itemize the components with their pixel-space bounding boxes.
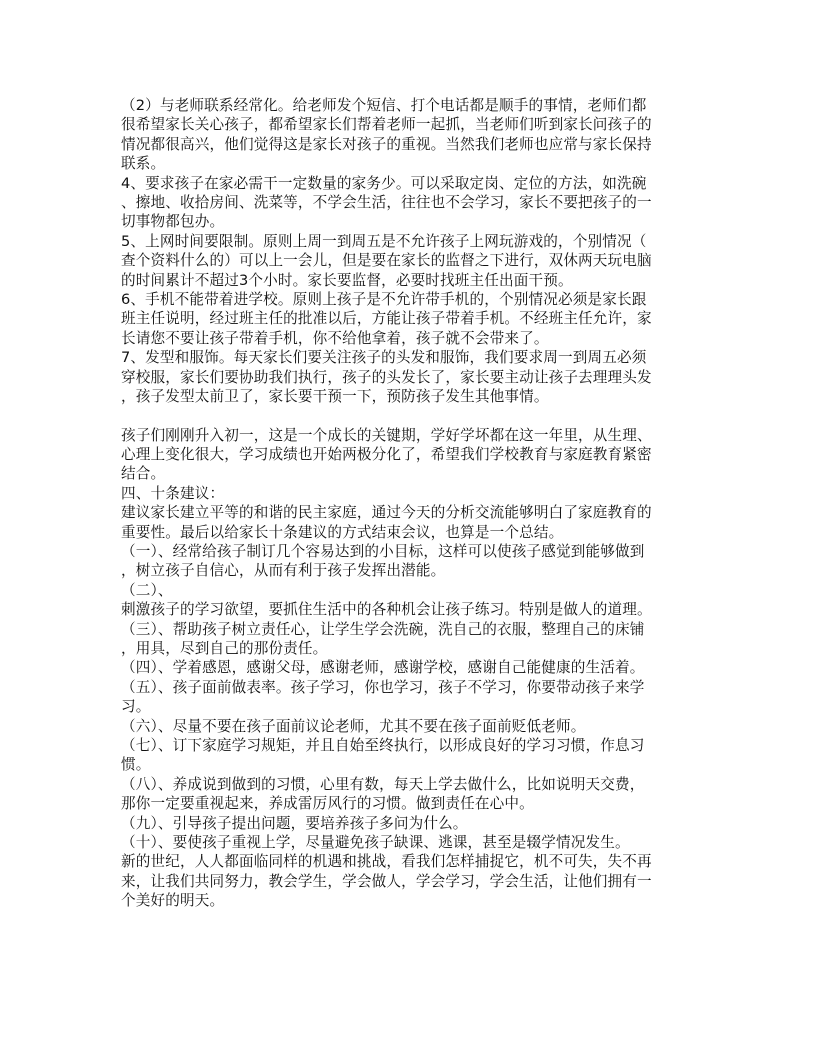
document-body: [121, 96, 706, 911]
text-line: （九）、引导孩子提出问题，要培养孩子多问为什么。: [121, 814, 468, 832]
text-line: 长请您不要让孩子带着手机，你不给他拿着，孩子就不会带来了。: [121, 329, 549, 347]
text-line: 联系。: [121, 155, 166, 173]
text-line: 心理上变化很大，学习成绩也开始两极分化了，希望我们学校教育与家庭教育紧密: [121, 445, 652, 463]
text-line: 查个资料什么的）可以上一会儿，但是要在家长的监督之下进行，双休两天玩电脑: [121, 252, 652, 270]
text-line: （十）、要使孩子重视上学，尽量避免孩子缺课、逃课，甚至是辍学情况发生。: [121, 834, 630, 852]
text-line: 6、手机不能带着进学校。原则上孩子是不允许带手机的，个别情况必须是家长跟: [121, 291, 647, 309]
text-line: 的时间累计不超过3个小时。家长要监督，必要时找班主任出面干预。: [121, 271, 573, 289]
text-line: 班主任说明，经过班主任的批准以后，方能让孩子带着手机。不经班主任允许，家: [121, 310, 652, 328]
text-line: 个美好的明天。: [121, 892, 225, 910]
text-line: ，用具，尽到自己的那份责任。: [121, 639, 328, 657]
text-line: 结合。: [121, 465, 166, 483]
text-line: 惯。: [121, 756, 151, 774]
text-line: ，树立孩子自信心，从而有利于孩子发挥出潜能。: [121, 562, 446, 580]
text-line: 5、上网时间要限制。原则上周一到周五是不允许孩子上网玩游戏的，个别情况（: [121, 232, 647, 250]
text-line: 很希望家长关心孩子，都希望家长们帮着老师一起抓，当老师们听到家长问孩子的: [121, 116, 652, 134]
text-line: ，孩子发型太前卫了，家长要干预一下，预防孩子发生其他事情。: [121, 388, 549, 406]
text-line: 切事物都包办。: [121, 213, 225, 231]
text-line: 习。: [121, 698, 151, 716]
text-line: 、擦地、收拾房间、洗菜等，不学会生活，往往也不会学习，家长不要把孩子的一: [121, 194, 652, 212]
text-line: （六）、尽量不要在孩子面前议论老师，尤其不要在孩子面前贬低老师。: [121, 717, 586, 735]
text-line: （二）、: [121, 581, 173, 599]
text-line: （五）、孩子面前做表率。孩子学习，你也学习，孩子不学习，你要带动孩子来学: [121, 678, 645, 696]
text-line: 那你一定要重视起来，养成雷厉风行的习惯。做到责任在心中。: [121, 795, 534, 813]
text-line: 重要性。最后以给家长十条建议的方式结束会议，也算是一个总结。: [121, 523, 564, 541]
text-line: 7、发型和服饰。每天家长们要关注孩子的头发和服饰，我们要求周一到周五必须: [121, 349, 647, 367]
text-line: 来，让我们共同努力，教会学生，学会做人，学会学习，学会生活，让他们拥有一: [121, 872, 652, 890]
text-line: 情况都很高兴，他们觉得这是家长对孩子的重视。当然我们老师也应常与家长保持: [121, 135, 652, 153]
text-line: 刺激孩子的学习欲望，要抓住生活中的各种机会让孩子练习。特别是做人的道理。: [121, 601, 652, 619]
text-line: 建议家长建立平等的和谐的民主家庭，通过今天的分析交流能够明白了家庭教育的: [121, 504, 652, 522]
text-line: 穿校服，家长们要协助我们执行，孩子的头发长了，家长要主动让孩子去理理头发: [121, 368, 652, 386]
text-line: （三）、帮助孩子树立责任心，让学生学会洗碗，洗自己的衣服，整理自己的床铺: [121, 620, 645, 638]
text-line: （八）、养成说到做到的习惯，心里有数，每天上学去做什么，比如说明天交费，: [121, 775, 645, 793]
text-line: 4、要求孩子在家必需干一定数量的家务少。可以采取定岗、定位的方法，如洗碗: [121, 174, 647, 192]
text-line: 四、十条建议：: [121, 484, 225, 502]
paragraph-gap: [121, 407, 706, 426]
text-line: （四）、学着感恩，感谢父母，感谢老师，感谢学校，感谢自己能健康的生活着。: [121, 659, 645, 677]
text-line: （一）、经常给孩子制订几个容易达到的小目标，这样可以使孩子感觉到能够做到: [121, 542, 645, 560]
text-line: 新的世纪，人人都面临同样的机遇和挑战，看我们怎样捕捉它，机不可失，失不再: [121, 853, 652, 871]
text-line: （2）与老师联系经常化。给老师发个短信、打个电话都是顺手的事情，老师们都: [121, 97, 647, 114]
text-line: 孩子们刚刚升入初一，这是一个成长的关键期，学好学坏都在这一年里，从生理、: [121, 426, 652, 444]
text-line: （七）、订下家庭学习规矩，并且自始至终执行，以形成良好的学习习惯，作息习: [121, 737, 645, 754]
